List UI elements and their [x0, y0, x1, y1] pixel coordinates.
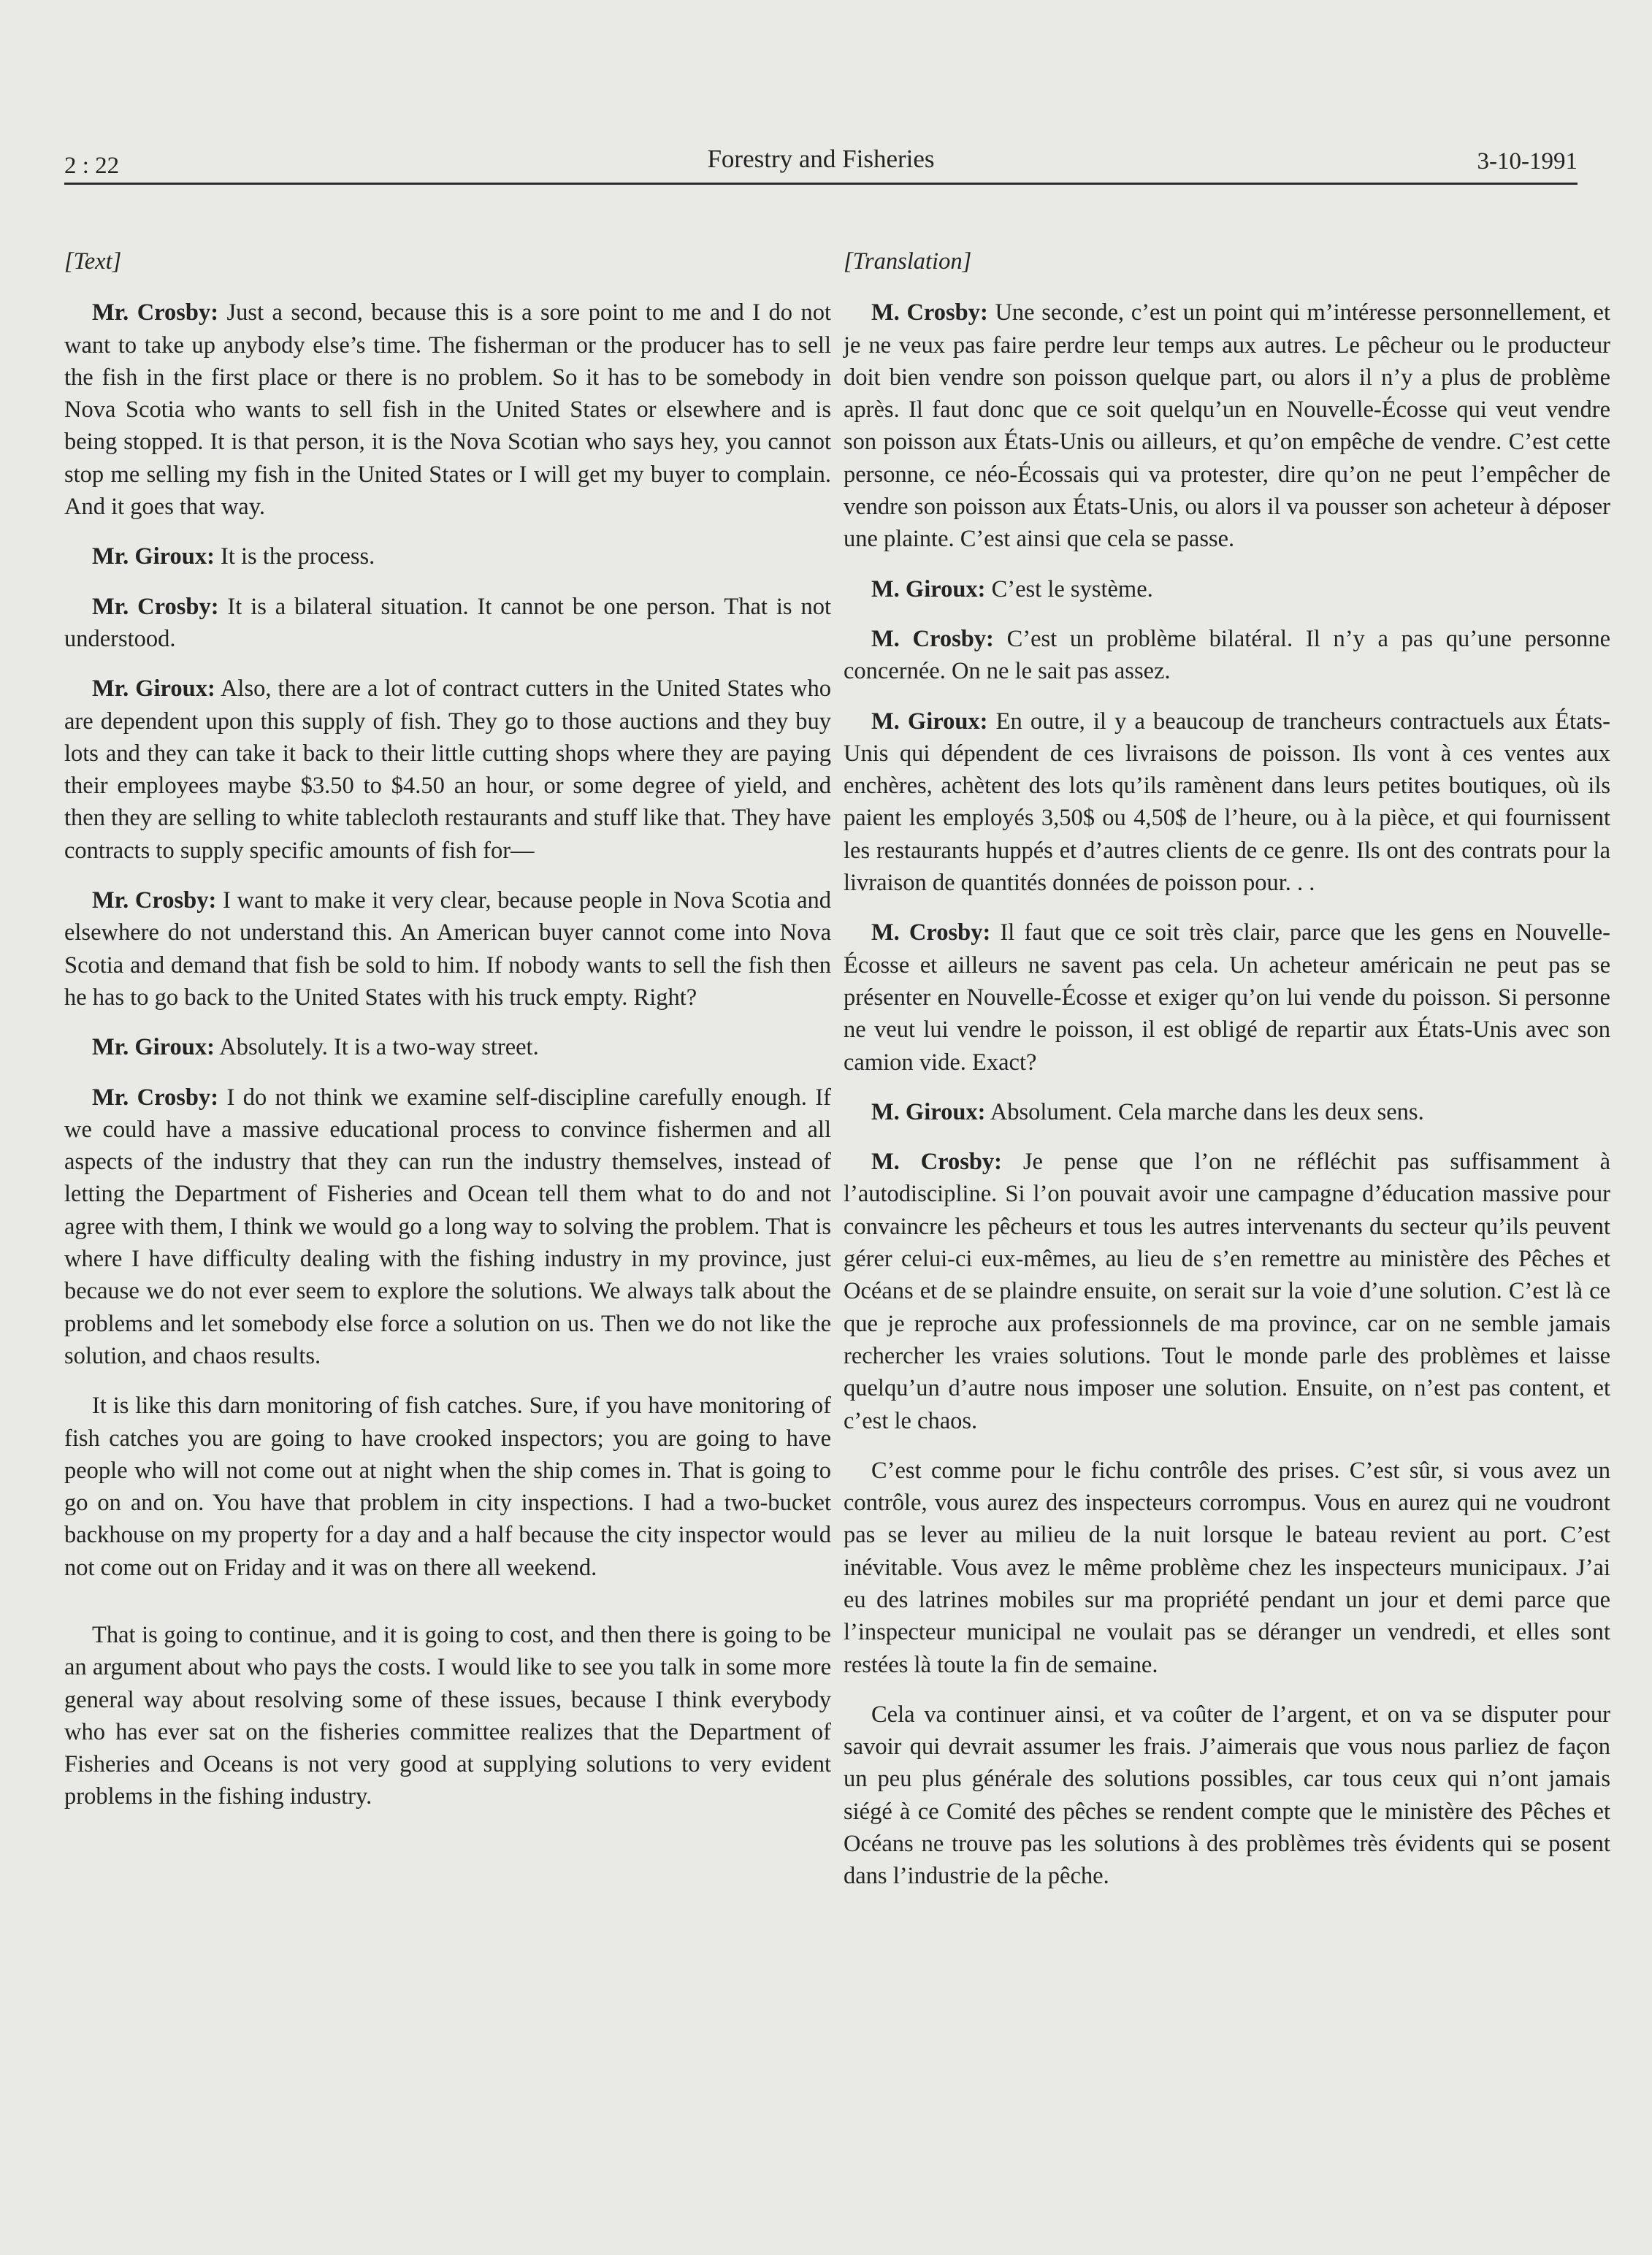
paragraph-text: C’est le système. — [985, 575, 1153, 602]
speaker-name: Mr. Giroux: — [92, 1034, 215, 1061]
paragraph — [64, 591, 831, 656]
paragraph — [64, 1081, 831, 1373]
speaker-name: Mr. Giroux: — [92, 543, 215, 570]
paragraph — [844, 296, 1610, 555]
paragraph — [64, 540, 831, 573]
speaker-name: M. Crosby: — [871, 919, 991, 946]
paragraph — [64, 884, 831, 1014]
paragraph-text: I want to make it very clear, because people in Nova Scotia and elsewhere do not understand this. An American buyer cannot come into Nova Scotia and demand that fish be sold to him. If nobody wants to sell the fish then he has to go back to the United States with his truck empty. Right? — [64, 887, 831, 1011]
issue-date: 3-10-1991 — [1477, 148, 1578, 175]
speaker-name: M. Crosby: — [871, 1149, 1003, 1176]
speaker-name: M. Crosby: — [871, 625, 994, 652]
speaker-name: Mr. Crosby: — [92, 593, 219, 620]
column-label: [Translation] — [844, 248, 972, 275]
paragraph — [64, 1031, 831, 1063]
english-column — [64, 245, 831, 1831]
paragraph — [844, 916, 1610, 1078]
paragraph — [64, 296, 831, 523]
paragraph — [844, 1455, 1610, 1681]
paragraph-text: Absolutely. It is a two-way street. — [214, 1034, 539, 1061]
paragraph-text: En outre, il y a beaucoup de trancheurs contractuels aux États-Unis qui dépendent de ces livraisons de poisson. Ils vont à ces ventes aux enchères, achètent des lots qu’ils ramènent dans leurs petites boutiques, où ils paient les employés 3,50$ ou 4,50$ de l’heure, ou à la pièce, et qui fournissent les restaurants huppés et d’autres clients de ce genre. Ils ont des contrats pour la livraison de quantités données de poisson pour. . . — [844, 708, 1610, 897]
paragraph — [844, 1096, 1610, 1128]
paragraph-text: C’est un problème bilatéral. Il n’y a pas qu’une personne concernée. On ne le sait pas assez. — [844, 625, 1610, 685]
paragraph-text: It is a bilateral situation. It cannot be one person. That is not understood. — [64, 593, 831, 652]
paragraph-text: I do not think we examine self-discipline carefully enough. If we could have a massive educational process to convince fishermen and all aspects of the industry that they can run the industry themselves, instead of letting the Department of Fisheries and Ocean tell them what to do and not agree with them, I think we would go a long way to solving the problem. That is where I have difficulty dealing with the fishing industry in my province, just because we do not ever seem to explore the solutions. We always talk about the problems and let somebody else force a solution on us. Then we do not like the solution, and chaos results. — [64, 1084, 831, 1369]
paragraph-text: Cela va continuer ainsi, et va coûter de l’argent, et on va se disputer pour savoir qui devrait assumer les frais. J’aimerais que vous nous parliez de façon un peu plus générale des solutions possibles, car tous ceux qui n’ont jamais siégé à ce Comité des pêches se rendent compte que le ministère des Pêches et Océans ne trouve pas les solutions à des problèmes très évidents qui se posent dans l’industrie de la pêche. — [844, 1701, 1610, 1890]
speaker-name: Mr. Crosby: — [92, 299, 219, 326]
speaker-name: M. Giroux: — [871, 575, 986, 602]
paragraph — [64, 1390, 831, 1584]
paragraph — [64, 1619, 831, 1813]
page-header — [64, 143, 1578, 185]
journal-title: Forestry and Fisheries — [707, 145, 935, 173]
paragraph — [844, 1146, 1610, 1437]
paragraph-text: Absolument. Cela marche dans les deux sens. — [985, 1098, 1424, 1125]
page-number: 2 : 22 — [64, 153, 120, 179]
paragraph — [844, 705, 1610, 900]
speaker-name: Mr. Crosby: — [92, 887, 217, 914]
paragraph-text: It is like this darn monitoring of fish catches. Sure, if you have monitoring of fish catches you are going to have crooked inspectors; you are going to have people who will not come out at night when the ship comes in. That is going to go on and on. You have that problem in city inspections. I had a two-bucket backhouse on my property for a day and a half because the city inspector would not come out on Friday and it was on there all weekend. — [64, 1393, 831, 1581]
speaker-name: M. Giroux: — [871, 708, 988, 735]
speaker-name: Mr. Giroux: — [92, 675, 215, 702]
paragraph-text: Just a second, because this is a sore point to me and I do not want to take up anybody else’s time. The fisherman or the producer has to sell the fish in the first place or there is no problem. So it has to be somebody in Nova Scotia who wants to sell fish in the United States or elsewhere and is being stopped. It is that person, it is the Nova Scotian who says hey, you cannot stop me selling my fish in the United States or I will get my buyer to complain. And it goes that way. — [64, 299, 831, 521]
paragraph — [844, 1699, 1610, 1893]
paragraph — [844, 623, 1610, 688]
french-column — [844, 245, 1610, 1910]
paragraph — [844, 573, 1610, 605]
speaker-name: M. Crosby: — [871, 299, 988, 326]
speaker-name: Mr. Crosby: — [92, 1084, 219, 1111]
paragraph-text: Il faut que ce soit très clair, parce que les gens en Nouvelle-Écosse et ailleurs ne savent pas cela. Un acheteur américain ne peut pas se présenter en Nouvelle-Écosse et exiger qu’on lui vende du poisson. Si personne ne veut lui vendre le poisson, il est obligé de repartir aux États-Unis avec son camion vide. Exact? — [844, 919, 1611, 1076]
paragraph-text: It is the process. — [214, 543, 375, 570]
paragraph — [64, 673, 831, 867]
paragraph-text: Je pense que l’on ne réfléchit pas suffisamment à l’autodiscipline. Si l’on pouvait avoir une campagne d’éducation massive pour convaincre les pêcheurs et tous les autres intervenants du secteur qu’ils peuvent gérer celui-ci eux-mêmes, au lieu de s’en remettre au ministère des Pêches et Océans et de se plaindre ensuite, on serait sur la voie d’une solution. C’est là ce que je reproche aux professionnels de ma province, car on ne semble jamais rechercher les vraies solutions. Tout le monde parle des problèmes et laisse quelqu’un d’autre nous imposer une solution. Ensuite, on n’est pas content, et c’est le chaos. — [844, 1149, 1611, 1434]
speaker-name: M. Giroux: — [871, 1098, 986, 1125]
column-label: [Text] — [64, 248, 122, 275]
paragraph-text: Also, there are a lot of contract cutters in the United States who are dependent upon this supply of fish. They go to those auctions and they buy lots and they can take it back to their little cutting shops where they are paying their employees maybe $3.50 to $4.50 an hour, or some degree of yield, and then they are selling to white tablecloth restaurants and stuff like that. They have contracts to supply specific amounts of fish for— — [64, 675, 831, 864]
paragraph-text: C’est comme pour le fichu contrôle des prises. C’est sûr, si vous avez un contrôle, vous aurez des inspecteurs corrompus. Vous en aurez qui ne voudront pas se lever au milieu de la nuit lorsque le bateau revient au port. C’est inévitable. Vous avez le même problème chez les inspecteurs municipaux. J’ai eu des latrines mobiles sur ma propriété pendant un jour et demi parce que l’inspecteur municipal ne voulait pas se déranger un vendredi, et elles sont restées là toute la fin de semaine. — [844, 1457, 1610, 1678]
paragraph-text: That is going to continue, and it is going to cost, and then there is going to be an argument about who pays the costs. I would like to see you talk in some more general way about resolving some of these issues, because I think everybody who has ever sat on the fisheries committee realizes that the Department of Fisheries and Oceans is not very good at supplying solutions to very evident problems in the fishing industry. — [64, 1621, 831, 1810]
paragraph-text: Une seconde, c’est un point qui m’intéresse personnellement, et je ne veux pas faire perdre leur temps aux autres. Le pêcheur ou le producteur doit bien vendre son poisson quelque part, ou alors il n’y a plus de problème après. Il faut donc que ce soit quelqu’un en Nouvelle-Écosse qui veut vendre son poisson aux États-Unis ou ailleurs, et qu’on empêche de vendre. C’est cette personne, ce néo-Écossais qui va protester, dire qu’on ne peut l’empêcher de vendre son poisson aux États-Unis, ou alors il va pousser son acheteur à déposer une plainte. C’est ainsi que cela se passe. — [844, 299, 1610, 553]
